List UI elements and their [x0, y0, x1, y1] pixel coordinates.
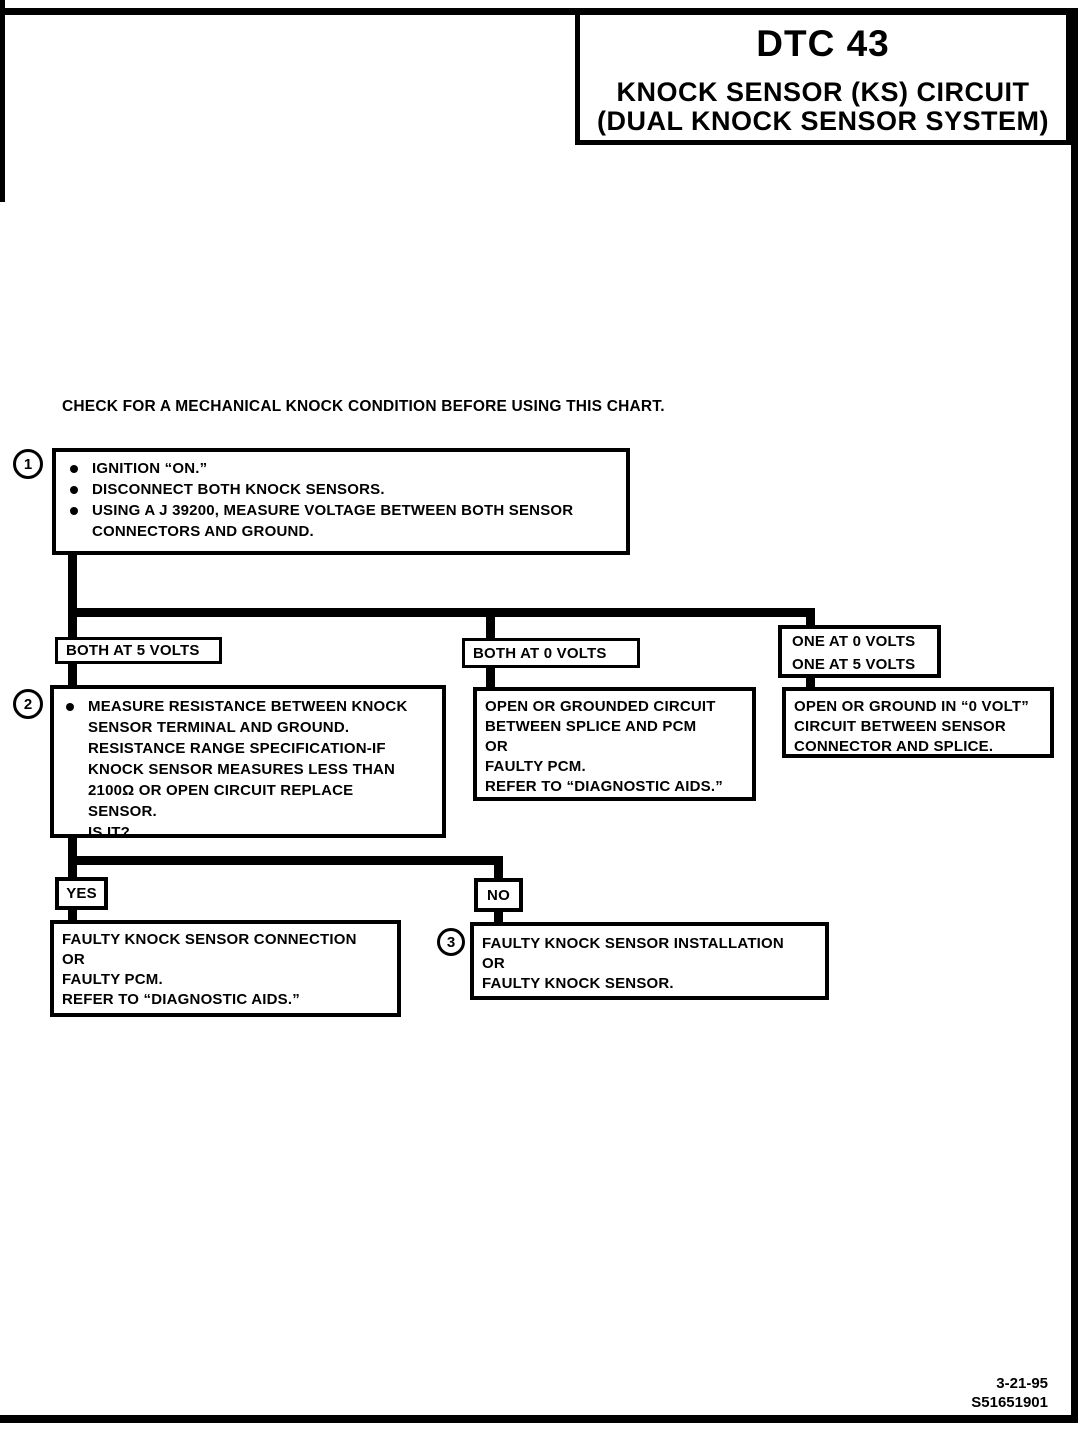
footer-block: [971, 1374, 1048, 1412]
step1-text: DISCONNECT BOTH KNOCK SENSORS.: [92, 481, 385, 498]
result-text: FAULTY PCM.: [485, 758, 586, 775]
connector-branch-horizontal: [68, 608, 815, 617]
branch-both-5v-label: [55, 637, 222, 664]
result-text: FAULTY KNOCK SENSOR.: [482, 975, 674, 992]
step-number-3: 3: [437, 928, 465, 956]
branch-both-0v-label: [462, 638, 640, 668]
connector-yesno-horizontal: [68, 856, 503, 865]
no-label-box: [474, 878, 523, 912]
step2-text: RESISTANCE RANGE SPECIFICATION-IF: [88, 740, 386, 757]
result-both-0v-box: [473, 687, 756, 801]
step2-text: KNOCK SENSOR MEASURES LESS THAN: [88, 761, 396, 778]
result-text: FAULTY KNOCK SENSOR CONNECTION: [62, 931, 357, 948]
step1-box: [52, 448, 630, 555]
step1-bullet-3: [56, 500, 626, 542]
result-text: OPEN OR GROUND IN “0 VOLT”: [794, 698, 1029, 715]
branch-label-text: ONE AT 0 VOLTS: [792, 633, 916, 650]
result-text: OR: [482, 955, 505, 972]
result-text: OR: [485, 738, 508, 755]
step1-text: CONNECTORS AND GROUND.: [92, 523, 314, 540]
step1-text: IGNITION “ON.”: [92, 460, 208, 477]
branch-label-text: BOTH AT 0 VOLTS: [473, 644, 607, 662]
step3-box: [470, 922, 829, 1000]
step2-box: [50, 685, 446, 841]
bullet-icon: [70, 507, 78, 515]
branch-label-text: ONE AT 5 VOLTS: [792, 656, 916, 673]
page-border-bottom: [0, 1415, 1078, 1423]
precheck-note: CHECK FOR A MECHANICAL KNOCK CONDITION BEFORE USING THIS CHART.: [62, 398, 665, 415]
no-label: NO: [487, 886, 510, 904]
result-text: FAULTY KNOCK SENSOR INSTALLATION: [482, 935, 784, 952]
result-text: CIRCUIT BETWEEN SENSOR: [794, 718, 1006, 735]
yes-label: YES: [66, 885, 97, 902]
step2-bullet: [54, 696, 442, 843]
step2-text: SENSOR.: [88, 803, 157, 820]
page-border-left-stub: [0, 0, 5, 202]
step1-bullet-1: [56, 458, 626, 479]
step2-text: IS IT?: [88, 824, 131, 841]
footer-date: 3-21-95: [996, 1375, 1048, 1392]
footer-doc-number: S51651901: [971, 1394, 1048, 1411]
step1-bullet-2: [56, 479, 626, 500]
title-block: [575, 10, 1071, 145]
title-line2: (DUAL KNOCK SENSOR SYSTEM): [596, 106, 1050, 136]
result-text: OR: [62, 951, 85, 968]
yes-label-box: [55, 877, 108, 910]
bullet-icon: [70, 486, 78, 494]
step2-text: MEASURE RESISTANCE BETWEEN KNOCK: [88, 698, 408, 715]
connector-both0-drop: [486, 608, 495, 641]
page-border-right: [1071, 8, 1078, 1420]
result-text: BETWEEN SPLICE AND PCM: [485, 718, 697, 735]
result-text: OPEN OR GROUNDED CIRCUIT: [485, 698, 716, 715]
step-number-1: 1: [13, 449, 43, 479]
result-text: CONNECTOR AND SPLICE.: [794, 738, 994, 755]
branch-one-each-label: [778, 625, 941, 678]
step2-text: SENSOR TERMINAL AND GROUND.: [88, 719, 350, 736]
connector-step1-down: [68, 553, 77, 640]
bullet-icon: [70, 465, 78, 473]
step1-text: USING A J 39200, MEASURE VOLTAGE BETWEEN BOTH SENSOR: [92, 502, 574, 519]
result-text: REFER TO “DIAGNOSTIC AIDS.”: [485, 778, 723, 795]
title-line1: KNOCK SENSOR (KS) CIRCUIT: [616, 77, 1030, 107]
step2-text: 2100Ω OR OPEN CIRCUIT REPLACE: [88, 782, 354, 799]
result-yes-box: [50, 920, 401, 1017]
result-text: FAULTY PCM.: [62, 971, 163, 988]
branch-label-text: BOTH AT 5 VOLTS: [66, 642, 200, 659]
result-one-each-box: [782, 687, 1054, 758]
step-number-2: 2: [13, 689, 43, 719]
bullet-icon: [66, 703, 74, 711]
result-text: REFER TO “DIAGNOSTIC AIDS.”: [62, 991, 300, 1008]
dtc-code: DTC 43: [756, 23, 890, 64]
